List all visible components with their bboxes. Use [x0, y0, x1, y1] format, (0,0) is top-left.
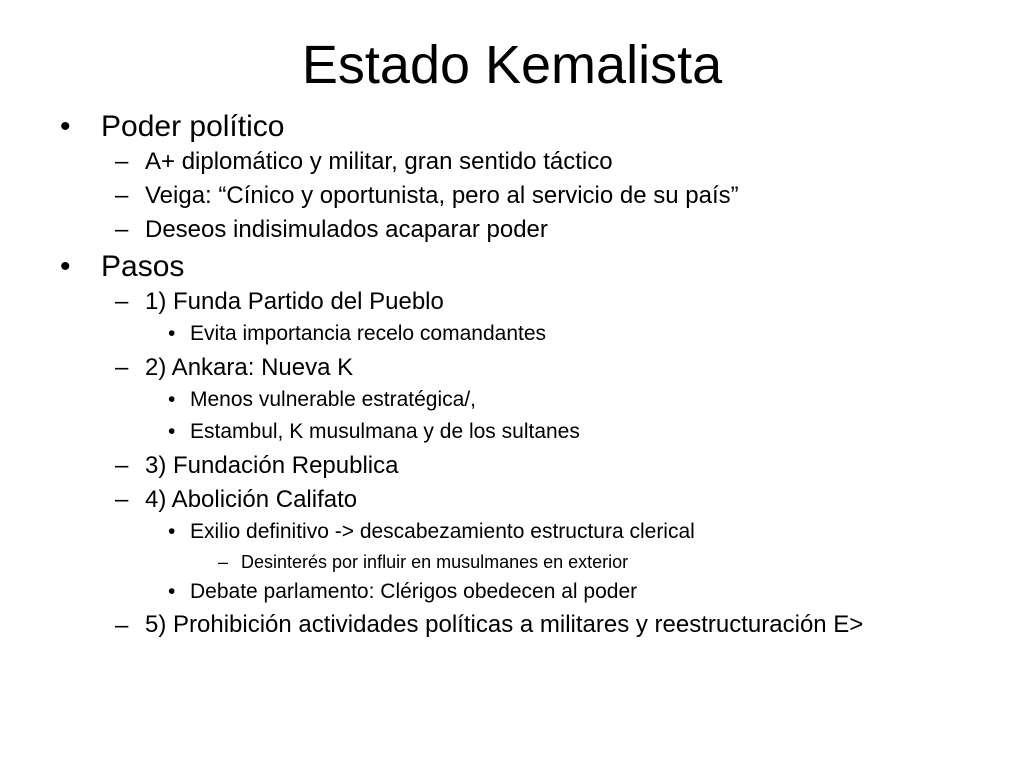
list-item	[0, 148, 1024, 182]
list-item	[0, 486, 1024, 520]
list-item	[0, 452, 1024, 486]
dash-icon: –	[218, 552, 229, 572]
dash-icon: –	[115, 452, 129, 479]
list-item	[0, 110, 1024, 148]
bullet-icon: •	[168, 580, 176, 603]
bullet-icon: •	[168, 388, 176, 411]
list-item-text: A+ diplomático y militar, gran sentido táctico	[145, 148, 613, 175]
list-item-text: Pasos	[101, 250, 185, 283]
list-item-text: 3) Fundación Republica	[145, 452, 399, 479]
bullet-icon: •	[60, 110, 71, 143]
bullet-icon: •	[168, 322, 176, 345]
list-item	[0, 322, 1024, 354]
list-item	[0, 612, 1024, 668]
list-item-text: Evita importancia recelo comandantes	[190, 322, 547, 345]
list-item	[0, 250, 1024, 288]
list-item-text: 5) Prohibición actividades políticas a militares y reestructuración E>	[145, 611, 864, 638]
dash-icon: –	[115, 612, 129, 639]
list-item	[0, 420, 1024, 452]
dash-icon: –	[115, 182, 129, 209]
list-item	[0, 216, 1024, 250]
list-item-text: Debate parlamento: Clérigos obedecen al poder	[190, 580, 638, 603]
dash-icon: –	[115, 216, 129, 243]
slide-body	[0, 110, 1024, 668]
list-item-text: Deseos indisimulados acaparar poder	[145, 216, 548, 243]
bullet-icon: •	[168, 520, 176, 543]
list-item-text: Exilio definitivo -> descabezamiento estructura clerical	[190, 520, 695, 543]
list-item-text: Menos vulnerable estratégica/,	[190, 388, 476, 411]
list-item	[0, 520, 1024, 552]
bullet-icon: •	[60, 250, 71, 283]
dash-icon: –	[115, 288, 129, 315]
list-item	[0, 580, 1024, 612]
list-item-text: Veiga: “Cínico y oportunista, pero al servicio de su país”	[145, 182, 739, 209]
list-item-text: Desinterés por influir en musulmanes en exterior	[241, 552, 629, 572]
list-item	[0, 354, 1024, 388]
list-item-text: Estambul, K musulmana y de los sultanes	[190, 420, 580, 443]
list-item-text: 2) Ankara: Nueva K	[145, 354, 354, 381]
bullet-icon: •	[168, 420, 176, 443]
slide-title: Estado Kemalista	[301, 35, 723, 95]
list-item	[0, 552, 1024, 580]
list-item	[0, 288, 1024, 322]
list-item-text: 1) Funda Partido del Pueblo	[145, 288, 444, 315]
dash-icon: –	[115, 486, 129, 513]
dash-icon: –	[115, 354, 129, 381]
dash-icon: –	[115, 148, 129, 175]
list-item-text: Poder político	[101, 110, 285, 143]
list-item	[0, 182, 1024, 216]
list-item-text: 4) Abolición Califato	[145, 486, 358, 513]
list-item	[0, 388, 1024, 420]
